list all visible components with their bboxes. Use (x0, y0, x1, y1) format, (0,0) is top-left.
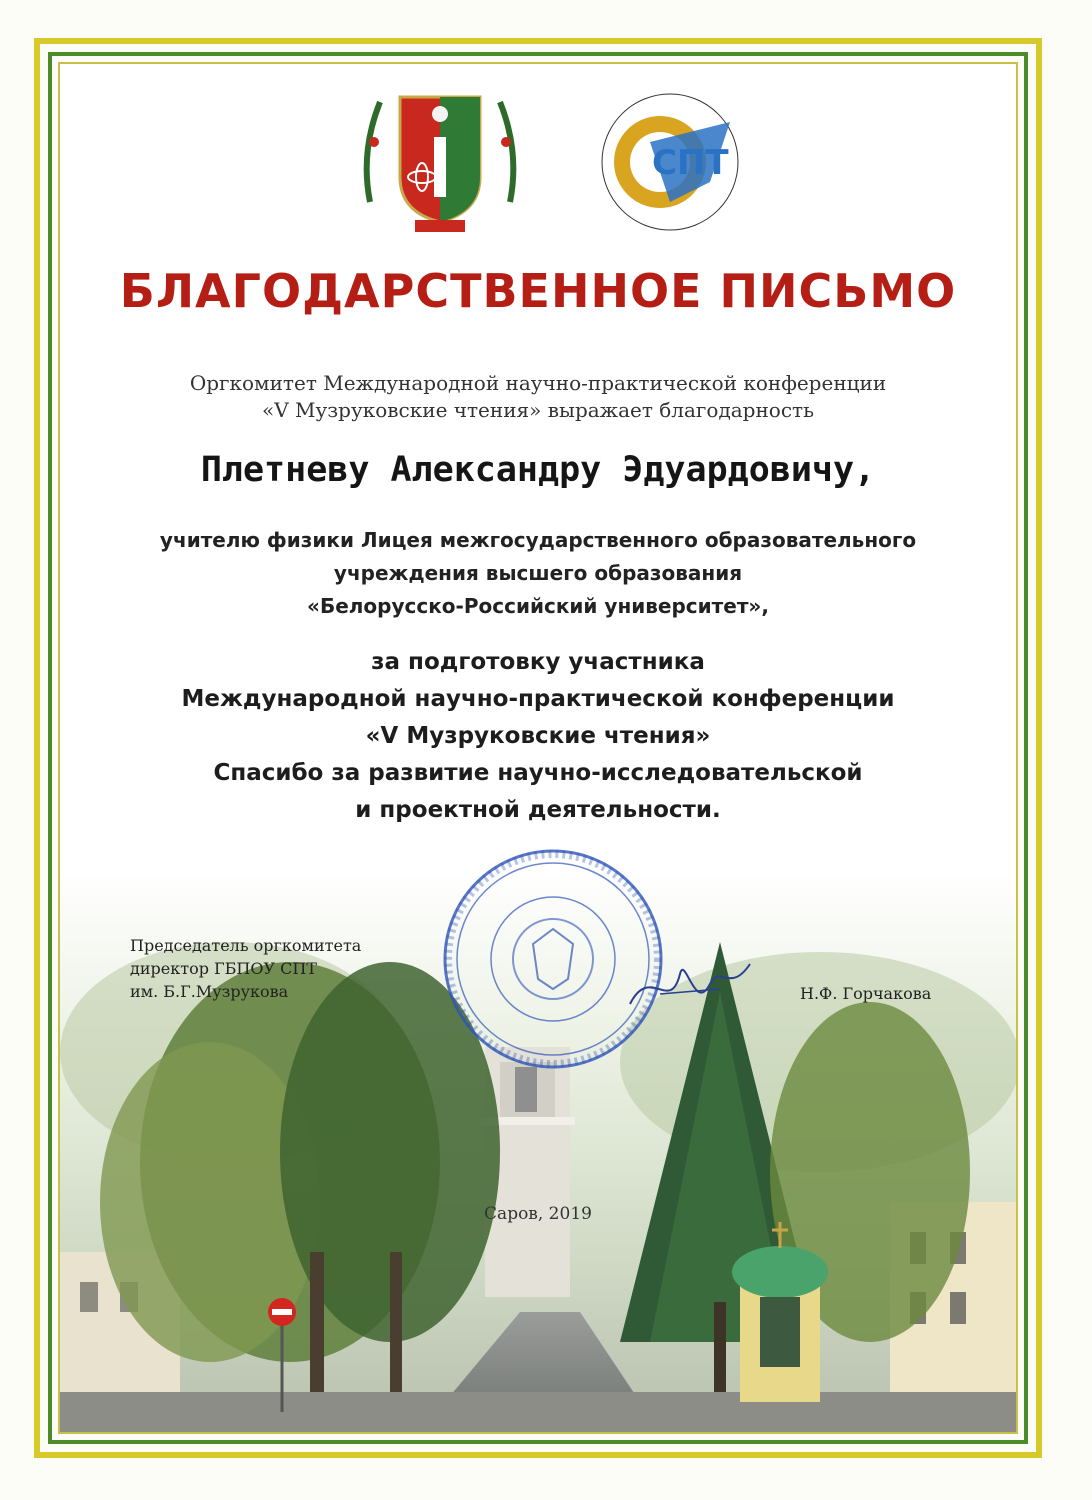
chair-line: им. Б.Г.Музрукова (130, 982, 289, 1001)
chair-line: Председатель оргкомитета (130, 936, 362, 955)
reason-line: «V Музруковские чтения» (365, 723, 711, 749)
reason-line: Спасибо за развитие научно-исследовательской (213, 760, 863, 786)
handwritten-signature (620, 944, 760, 1024)
reason-line: и проектной деятельности. (355, 797, 721, 823)
svg-text:СПТ: СПТ (652, 143, 729, 183)
chair-title-block (130, 934, 430, 1003)
award-reason (60, 644, 1016, 829)
college-logo (602, 94, 738, 230)
recipient-name: Плетневу Александру Эдуардовичу, (200, 450, 876, 490)
intro-text (60, 370, 1016, 424)
place-date: Саров, 2019 (484, 1204, 592, 1224)
position-line: «Белорусско-Российский университет», (307, 594, 769, 618)
certificate-body (58, 62, 1018, 1434)
reason-line: Международной научно-практической конференции (181, 686, 895, 712)
recipient-position (60, 524, 1016, 623)
position-line: учителю физики Лицея межгосударственного образовательного (159, 528, 917, 552)
intro-line: Оргкомитет Международной научно-практической конференции (189, 371, 887, 395)
header-emblems (360, 82, 740, 242)
intro-line: «V Музруковские чтения» выражает благодарность (261, 398, 815, 422)
position-line: учреждения высшего образования (333, 561, 743, 585)
certificate-title: БЛАГОДАРСТВЕННОЕ ПИСЬМО (119, 264, 957, 318)
reason-line: за подготовку участника (371, 649, 705, 675)
chair-line: директор ГБПОУ СПТ (130, 959, 317, 978)
city-coat-of-arms (367, 97, 514, 232)
signer-name: Н.Ф. Горчакова (800, 984, 932, 1003)
